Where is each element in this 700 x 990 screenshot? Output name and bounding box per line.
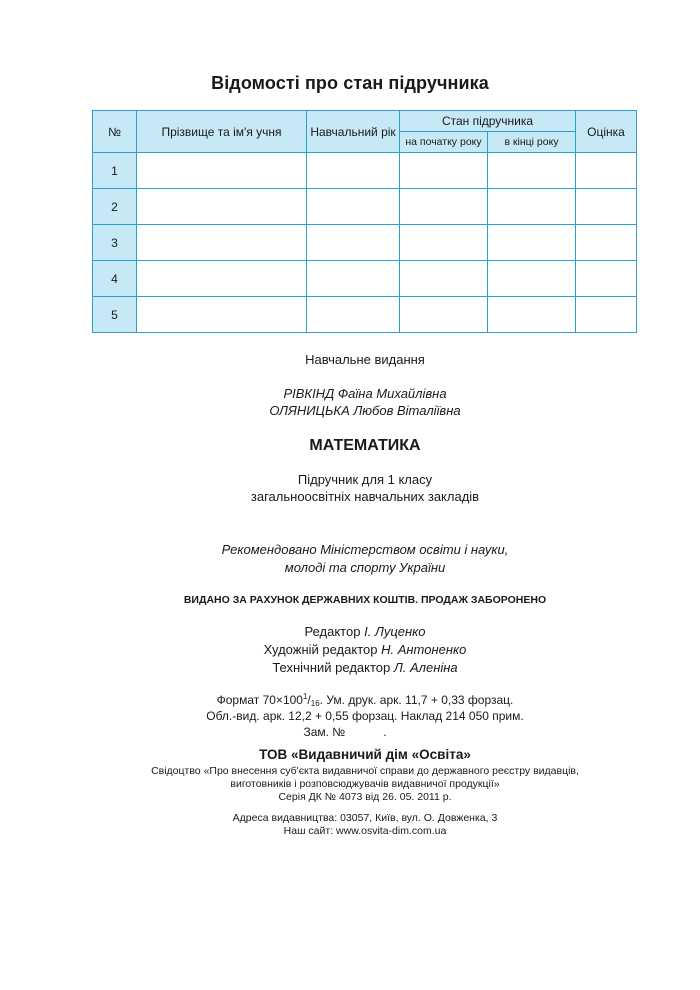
editor-role: Технічний редактор	[272, 660, 391, 675]
author-name: ОЛЯНИЦЬКА Любов Віталіївна	[269, 403, 461, 418]
table-cell	[488, 261, 576, 297]
recommendation-line: Рекомендовано Міністерством освіти і науки,	[221, 542, 509, 557]
page-title: Відомості про стан підручника	[211, 73, 489, 93]
table-cell	[307, 153, 400, 189]
row-number: 2	[93, 189, 137, 225]
row-number: 3	[93, 225, 137, 261]
editor-name: Н. Антоненко	[381, 642, 467, 657]
row-number: 4	[93, 261, 137, 297]
table-cell	[137, 153, 307, 189]
header-condition-end: в кінці року	[488, 132, 576, 153]
certificate-line: Серія ДК № 4073 від 26. 05. 2011 р.	[278, 791, 452, 803]
table-row	[93, 225, 637, 261]
table-cell	[307, 297, 400, 333]
table-cell	[137, 225, 307, 261]
table-cell	[576, 297, 637, 333]
table-cell	[400, 297, 488, 333]
editor-role: Художній редактор	[263, 642, 378, 657]
table-cell	[576, 189, 637, 225]
table-cell	[488, 297, 576, 333]
publisher-name: ТОВ «Видавничий дім «Освіта»	[259, 747, 471, 762]
table-cell	[488, 189, 576, 225]
header-condition-start: на початку року	[400, 132, 488, 153]
table-cell	[400, 189, 488, 225]
table-row	[93, 153, 637, 189]
header-grade: Оцінка	[576, 111, 637, 153]
table-cell	[400, 261, 488, 297]
table-row	[93, 261, 637, 297]
recommendation-line: молоді та спорту України	[284, 560, 446, 575]
book-title: МАТЕМАТИКА	[309, 437, 421, 454]
publisher-site-link[interactable]: Наш сайт: www.osvita-dim.com.ua	[283, 825, 447, 837]
table-cell	[576, 225, 637, 261]
certificate-line: виготовників і розповсюджувачів видавничої продукції»	[230, 778, 500, 790]
table-cell	[137, 297, 307, 333]
table-cell	[307, 261, 400, 297]
editor-name: Л. Аленіна	[393, 660, 458, 675]
table-cell	[137, 189, 307, 225]
header-student-name: Прізвище та ім'я учня	[137, 111, 307, 153]
editor-line	[0, 641, 700, 659]
table-cell	[307, 225, 400, 261]
format-line: Формат $70\times 100^1/_{16}$. Ум. друк. арк. 11,7 + 0,33 форзац.	[216, 692, 514, 708]
recommendation	[0, 541, 700, 577]
textbook-status-table	[92, 110, 637, 333]
table-cell	[576, 261, 637, 297]
print-format	[0, 692, 700, 740]
table-cell	[576, 153, 637, 189]
author-name: РІВКІНД Фаїна Михайлівна	[283, 386, 447, 401]
publisher-contacts	[0, 812, 700, 838]
table-cell	[307, 189, 400, 225]
table-cell	[400, 153, 488, 189]
row-number: 1	[93, 153, 137, 189]
publisher-address: Адреса видавництва: 03057, Київ, вул. О. Довженка, 3	[232, 812, 498, 824]
editors	[0, 623, 700, 677]
subtitle-line: Підручник для 1 класу	[297, 472, 433, 487]
publisher-certificate	[0, 765, 700, 804]
header-number: №	[93, 111, 137, 153]
table-row	[93, 297, 637, 333]
header-school-year: Навчальний рік	[307, 111, 400, 153]
table-cell	[488, 153, 576, 189]
table-cell	[137, 261, 307, 297]
format-line: Обл.-вид. арк. 12,2 + 0,55 форзац. Наклад 214 050 прим.	[206, 709, 524, 723]
editor-name: І. Луценко	[364, 624, 426, 639]
subtitle-line: загальноосвітніх навчальних закладів	[250, 489, 480, 504]
funding-notice: ВИДАНО ЗА РАХУНОК ДЕРЖАВНИХ КОШТІВ. ПРОДАЖ ЗАБОРОНЕНО	[183, 594, 547, 606]
order-number: Зам. № .	[303, 725, 387, 739]
table-cell	[488, 225, 576, 261]
certificate-line: Свідоцтво «Про внесення суб'єкта видавничої справи до державного реєстру видавців,	[151, 765, 579, 777]
authors	[0, 385, 700, 419]
edition-type: Навчальне видання	[305, 352, 425, 367]
editor-role: Редактор	[304, 624, 361, 639]
table-row	[93, 189, 637, 225]
header-book-condition: Стан підручника	[400, 111, 576, 132]
table-cell	[400, 225, 488, 261]
book-subtitle	[0, 471, 700, 505]
editor-line	[0, 623, 700, 641]
editor-line	[0, 659, 700, 677]
row-number: 5	[93, 297, 137, 333]
